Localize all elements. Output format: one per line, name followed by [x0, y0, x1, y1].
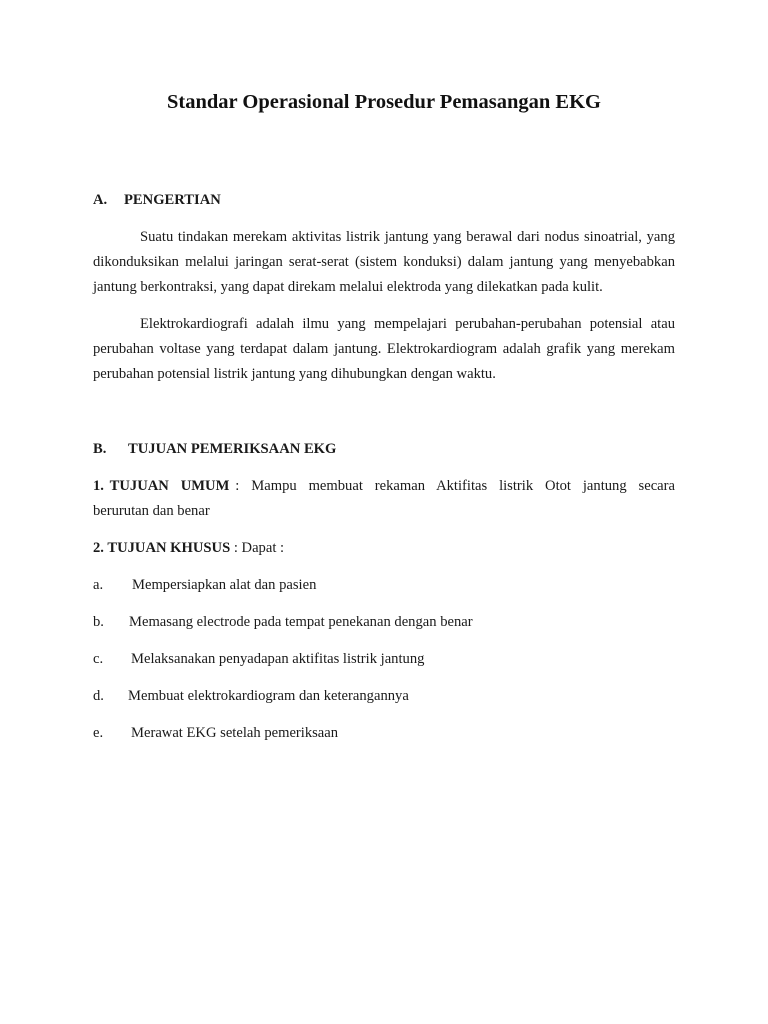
document-title: Standar Operasional Prosedur Pemasangan EKG [167, 91, 601, 113]
list-item-text: Melaksanakan penyadapan aktifitas listrik jantung [131, 651, 425, 667]
list-item-text: Merawat EKG setelah pemeriksaan [131, 725, 339, 741]
list-item-text: Mempersiapkan alat dan pasien [132, 577, 317, 593]
spacer [93, 524, 675, 536]
spacer [93, 598, 675, 610]
spacer [93, 709, 675, 721]
section-a-letter: A. [93, 192, 108, 208]
specific-goal-text: : Dapat : [230, 540, 285, 556]
spacer [93, 635, 675, 647]
general-goal [93, 474, 679, 524]
section-b-heading [93, 437, 675, 462]
definition-paragraph-2: Elektrokardiografi adalah ilmu yang mempelajari perubahan-perubahan potensial atau perubahan voltase yang terdapat dalam jantung. Elektrokardiogram adalah grafik yang merekam perubahan potensial listrik jantung yang dihubungkan dengan waktu. [93, 316, 675, 382]
section-b-letter: B. [93, 441, 107, 457]
list-marker: d. [93, 688, 104, 704]
list-item [93, 684, 675, 709]
spacer [93, 213, 675, 225]
list-item-text: Membuat elektrokardiogram dan keterangannya [128, 688, 409, 704]
list-item [93, 610, 675, 635]
spacer [93, 116, 675, 188]
spacer [93, 462, 675, 474]
spacer [93, 387, 675, 437]
specific-goal-label: 2. TUJUAN KHUSUS [93, 540, 231, 556]
list-item [93, 573, 675, 598]
list-item [93, 647, 675, 672]
general-goal-label: 1. TUJUAN UMUM [93, 478, 230, 494]
spacer [93, 672, 675, 684]
definition-paragraph-1: Suatu tindakan merekam aktivitas listrik jantung yang berawal dari nodus sinoatrial, yang dikonduksikan melalui jaringan serat-serat (sistem konduksi) dalam jantung yang menyebabkan jantung berkontraksi, yang dapat direkam melalui elektroda yang dilekatkan pada kulit. [93, 229, 675, 295]
specific-goal [93, 536, 675, 561]
section-b-title: TUJUAN PEMERIKSAAN EKG [128, 441, 337, 457]
spacer [93, 300, 675, 312]
list-marker: e. [93, 725, 104, 741]
list-marker: c. [93, 651, 104, 667]
general-goal-text: : Mampu membuat rekaman Aktifitas listrik Otot jantung secara berurutan dan benar [93, 478, 679, 519]
spacer [93, 561, 675, 573]
list-item-text: Memasang electrode pada tempat penekanan dengan benar [129, 614, 473, 630]
list-marker: a. [93, 577, 104, 593]
list-marker: b. [93, 614, 104, 630]
section-a-title: PENGERTIAN [124, 192, 221, 208]
section-a-heading [93, 188, 675, 213]
list-item [93, 721, 675, 746]
